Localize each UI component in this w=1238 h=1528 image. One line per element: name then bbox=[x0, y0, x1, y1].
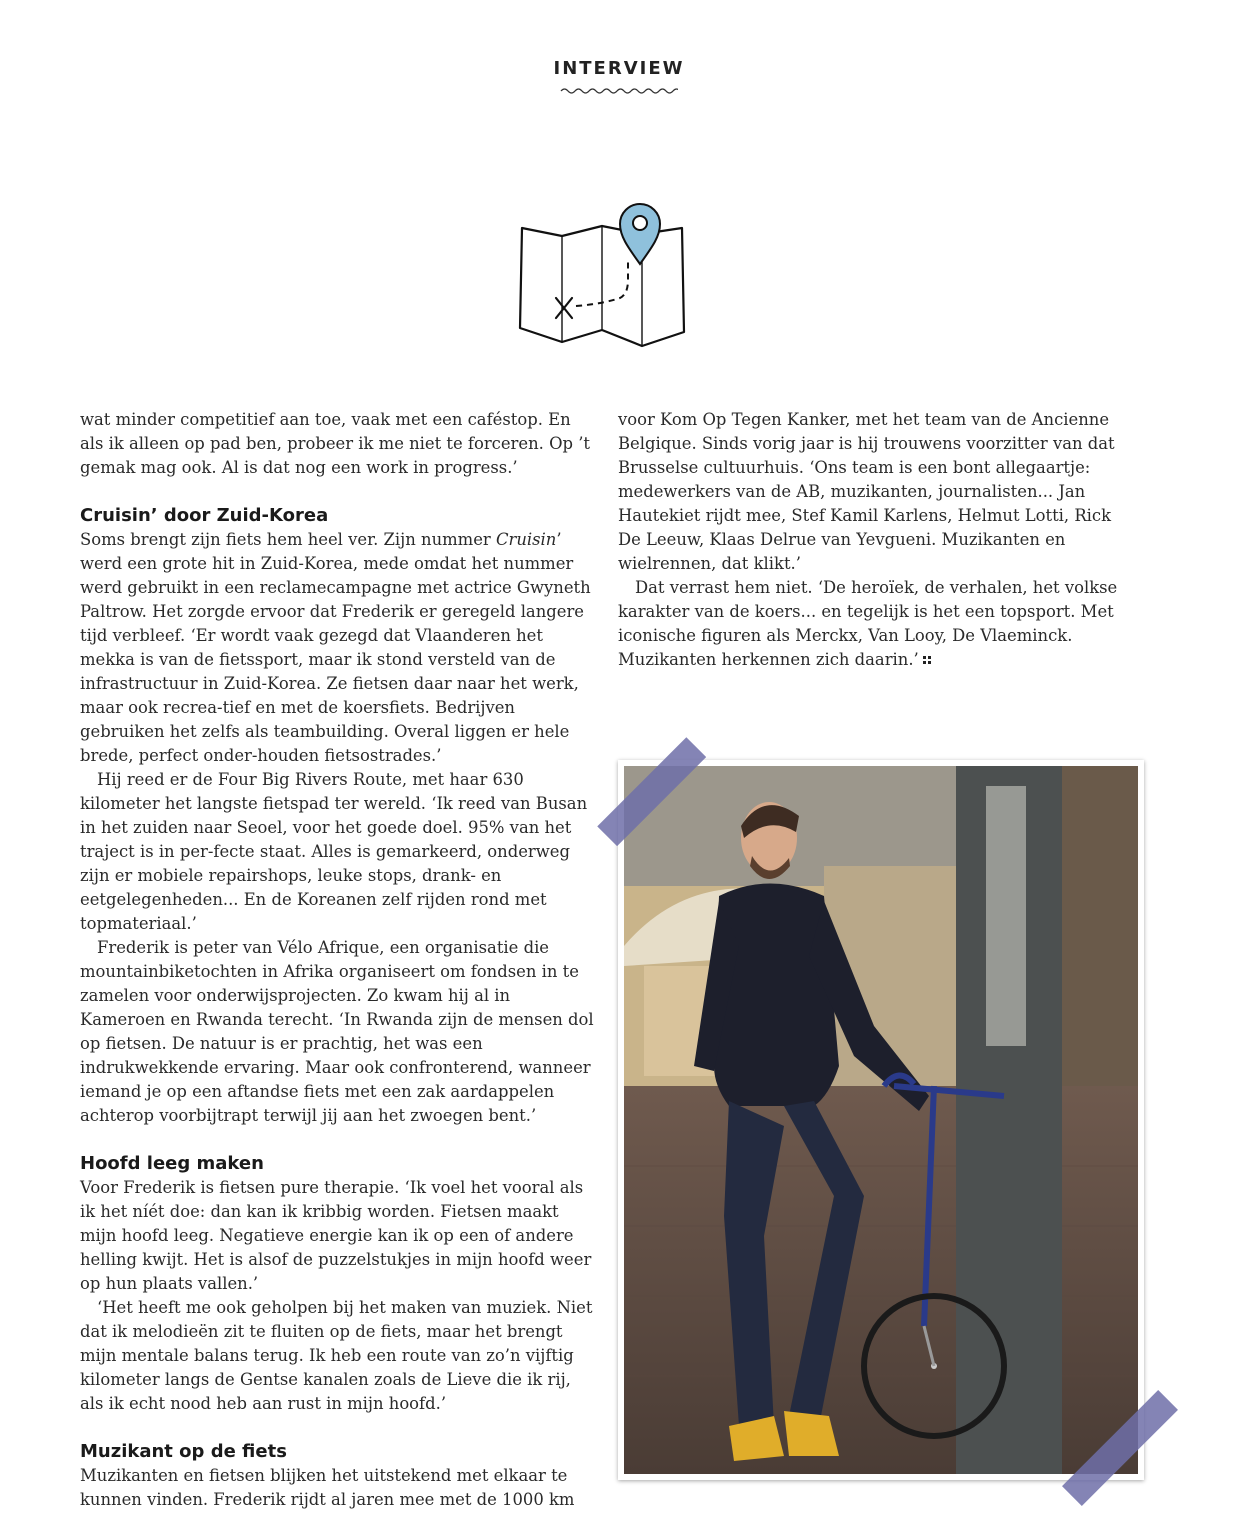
subheading-cruisin: Cruisin’ door Zuid-Korea bbox=[80, 505, 329, 526]
paragraph: Frederik is peter van Vélo Afrique, een organisatie die mountainbiketochten in Afrika organiseert om fondsen in te zamelen voor onderwijsprojecten. Zo kwam hij al in Kameroen en Rwanda terecht. ‘In Rwanda zijn de mensen dol op fietsen. De natuur is er prachtig, het was een indrukwekkende ervaring. Maar ook confronterend, wanneer iemand je op een aftandse fiets met een zak aardappelen achterop voorbijtrapt terwijl jij aan het zwoegen bent.’ bbox=[80, 938, 594, 1125]
song-title: Cruisin bbox=[495, 530, 557, 549]
paragraph: voor Kom Op Tegen Kanker, met het team van de Ancienne Belgique. Sinds vorig jaar is hij trouwens voorzitter van dat Brusselse cultuurhuis. ‘Ons team is een bont allegaartje: medewerkers van de AB, muzikanten, journalisten... Jan Hautekiet rijdt mee, Stef Kamil Karlens, Helmut Lotti, Rick De Leeuw, Klaas Delrue van Yevgueni. Muzikanten en wielrennen, dat klikt.’ bbox=[618, 410, 1115, 573]
portrait-photo bbox=[624, 766, 1138, 1474]
subheading-muzikant: Muzikant op de fiets bbox=[80, 1441, 287, 1462]
tape-top-left bbox=[596, 736, 706, 846]
subheading-hoofd-leeg: Hoofd leeg maken bbox=[80, 1153, 264, 1174]
paragraph bbox=[618, 576, 1118, 672]
paragraph: Muzikanten en fietsen blijken het uitstekend met elkaar te kunnen vinden. Frederik rijdt al jaren mee met de 1000 km bbox=[80, 1466, 575, 1509]
paragraph: Hij reed er de Four Big Rivers Route, met haar 630 kilometer het langste fietspad ter wereld. ‘Ik reed van Busan in het zuiden naar Seoel, voor het goede doel. 95% van het traject is in per-fecte staat. Alles is gemarkeerd, onderweg zijn er mobiele repairshops, leuke stops, drank- en eetgelegenheden... En de Koreanen zelf rijden rond met topmateriaal.’ bbox=[80, 770, 588, 933]
paragraph: wat minder competitief aan toe, vaak met een caféstop. En als ik alleen op pad ben, probeer ik me niet te forceren. Op ’t gemak mag ook. Al is dat nog een work in progress.’ bbox=[80, 410, 591, 477]
text-run: Soms brengt zijn fiets hem heel ver. Zijn nummer bbox=[80, 530, 496, 549]
right-column bbox=[618, 408, 1118, 672]
tape-bottom-right bbox=[1062, 1390, 1178, 1506]
text-run: Dat verrast hem niet. ‘De heroïek, de verhalen, het volkse karakter van de koers... en tegelijk is het een topsport. Met iconische figuren als Merckx, Van Looy, De Vlaeminck. Muzikanten herkennen zich daarin.’ bbox=[618, 578, 1118, 669]
portrait-photo-frame bbox=[618, 760, 1144, 1480]
end-of-article-icon bbox=[923, 656, 932, 665]
wavy-underline bbox=[560, 86, 678, 96]
map-icon bbox=[516, 200, 688, 352]
paragraph: Voor Frederik is fietsen pure therapie. ‘Ik voel het vooral als ik het níét doe: dan kan ik kribbig worden. Fietsen maakt mijn hoofd leeg. Negatieve energie kan ik op een of andere helling kwijt. Het is alsof de puzzelstukjes in mijn hoofd weer op hun plaats vallen.’ bbox=[80, 1178, 592, 1293]
text-run: ’ werd een grote hit in Zuid-Korea, mede omdat het nummer werd gebruikt in een reclamecampagne met actrice Gwyneth Paltrow. Het zorgde ervoor dat Frederik er geregeld langere tijd verbleef. ‘Er wordt vaak gezegd dat Vlaanderen het mekka is van de fietssport, maar ik stond versteld van de infrastructuur in Zuid-Korea. Ze fietsen daar naar het werk, maar ook recrea-tief en met de koersfiets. Bedrijven gebruiken het zelfs als teambuilding. Overal liggen er hele brede, perfect onder-houden fietsostrades.’ bbox=[80, 530, 591, 765]
left-column bbox=[80, 408, 594, 1512]
paragraph: ‘Het heeft me ook geholpen bij het maken van muziek. Niet dat ik melodieën zit te fluiten op de fiets, maar het brengt mijn mentale balans terug. Ik heb een route van zo’n vijftig kilometer langs de Gentse kanalen zoals de Lieve die ik rij, als ik echt nood heb aan rust in mijn hoofd.’ bbox=[80, 1298, 593, 1413]
paragraph bbox=[80, 528, 594, 768]
section-label: INTERVIEW bbox=[553, 58, 685, 79]
